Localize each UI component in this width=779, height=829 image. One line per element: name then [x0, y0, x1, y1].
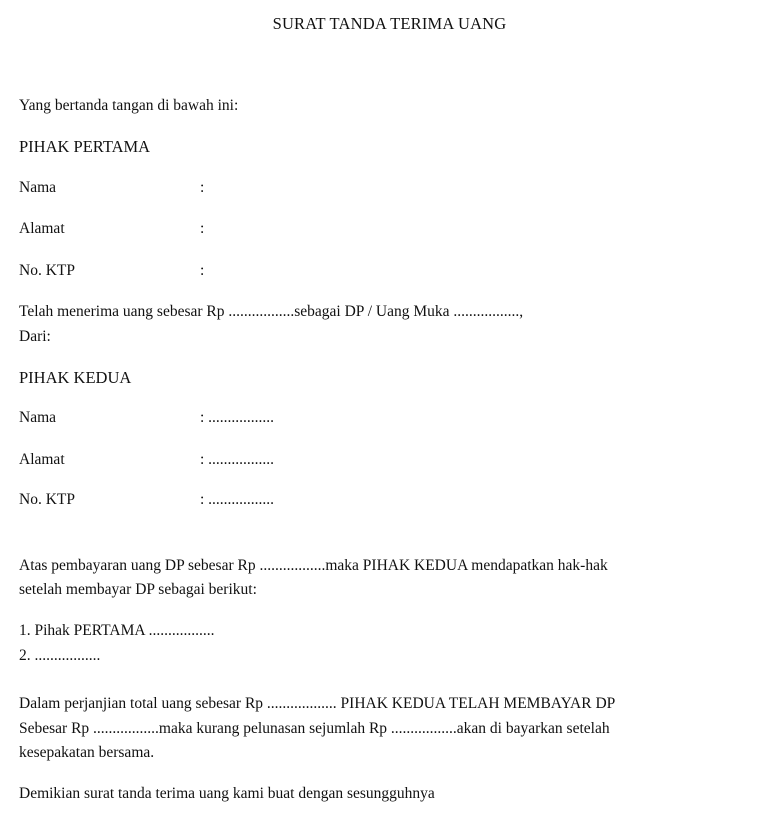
field-value: : [200, 262, 205, 279]
field-label: No. KTP [19, 262, 75, 279]
agreement-text-line3: kesepakatan bersama. [19, 744, 155, 761]
receipt-text-line2: Dari: [19, 328, 51, 345]
document-title: SURAT TANDA TERIMA UANG [272, 14, 507, 33]
field-value: : [200, 220, 205, 237]
field-label: Alamat [19, 220, 65, 237]
pihak-pertama-heading: PIHAK PERTAMA [19, 137, 151, 156]
field-value: : [200, 179, 205, 196]
pihak-kedua-ktp-row [19, 490, 274, 510]
field-value: : ................. [200, 491, 275, 508]
closing-text: Demikian surat tanda terima uang kami buat dengan sesungguhnya [19, 785, 435, 802]
rights-list-item-1: 1. Pihak PERTAMA ................. [19, 622, 215, 639]
field-label: Nama [19, 409, 57, 426]
pihak-pertama-nama-row [19, 178, 204, 198]
rights-text-line1: Atas pembayaran uang DP sebesar Rp .................maka PIHAK KEDUA mendapatkan hak-hak [19, 557, 608, 574]
pihak-kedua-heading: PIHAK KEDUA [19, 368, 132, 387]
pihak-kedua-alamat-row [19, 450, 274, 470]
rights-text-line2: setelah membayar DP sebagai berikut: [19, 581, 257, 598]
field-value: : ................. [200, 409, 275, 426]
intro-text: Yang bertanda tangan di bawah ini: [19, 97, 239, 114]
agreement-text-line1: Dalam perjanjian total uang sebesar Rp .................. PIHAK KEDUA TELAH MEMBAYAR DP [19, 695, 616, 712]
pihak-pertama-ktp-row [19, 261, 204, 281]
field-label: Nama [19, 179, 57, 196]
field-value: : ................. [200, 451, 275, 468]
pihak-pertama-alamat-row [19, 219, 204, 239]
pihak-kedua-nama-row [19, 408, 274, 428]
field-label: No. KTP [19, 491, 75, 508]
agreement-text-line2: Sebesar Rp .................maka kurang pelunasan sejumlah Rp .................akan di bayarkan setelah [19, 720, 610, 737]
receipt-text-line1: Telah menerima uang sebesar Rp .................sebagai DP / Uang Muka ................., [19, 303, 524, 320]
rights-list-item-2: 2. ................. [19, 647, 101, 664]
field-label: Alamat [19, 451, 65, 468]
